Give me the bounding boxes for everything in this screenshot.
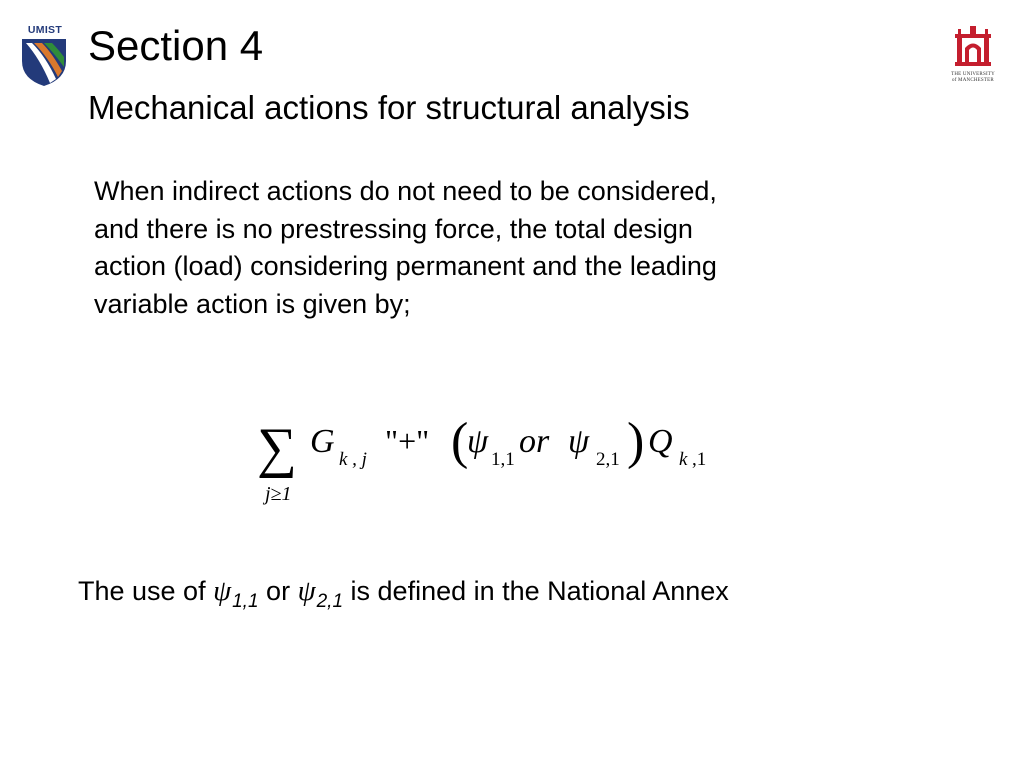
formula-sum-index: j≥1 [265,483,292,505]
note-prefix: The use of [78,576,206,606]
formula-Q: Q [648,423,673,460]
formula-right-paren: ) [627,413,645,470]
formula-G: G [310,423,335,460]
paragraph-line-3: action (load) considering permanent and the leading [94,251,717,281]
paragraph-line-2: and there is no prestressing force, the total design [94,213,693,244]
paragraph-line-1: When indirect actions do not need to be considered, [94,176,717,206]
page-subtitle: Mechanical actions for structural analysis [88,89,690,126]
formula-plus: "+" [385,423,430,459]
umist-logo-text: UMIST [27,24,63,36]
formula-Q-subscript-1: ,1 [692,449,707,470]
formula-left-paren: ( [451,413,469,470]
formula-or: or [519,423,550,460]
formula-psi-2-subscript: 2,1 [596,449,620,470]
body-paragraph [94,173,924,323]
note-or: or [266,576,291,606]
manchester-line-1: THE UNIVERSITY [951,72,995,77]
formula-sum-symbol: ∑ [257,417,297,479]
note-psi-a-subscript: 1,1 [232,591,259,612]
formula-psi-1: ψ [467,423,489,460]
manchester-line-2: of MANCHESTER [952,78,994,83]
note-suffix: is defined in the National Annex [350,576,729,606]
note-psi-a: ψ [213,575,232,607]
formula-psi-2: ψ [568,423,590,460]
page-title: Section 4 [88,22,264,69]
manchester-wordmark [946,72,1000,84]
formula-psi-1-subscript: 1,1 [491,449,515,470]
note-psi-b: ψ [297,575,316,607]
paragraph-line-4: variable action is given by; [94,288,411,319]
umist-shield-logo [20,37,68,87]
manchester-crest-logo [952,24,994,68]
formula-Q-subscript-k: k [679,449,688,470]
formula-G-subscript: k , j [339,449,367,470]
note-psi-b-subscript: 2,1 [316,591,344,612]
national-annex-note [78,573,729,613]
design-action-formula [255,408,735,508]
